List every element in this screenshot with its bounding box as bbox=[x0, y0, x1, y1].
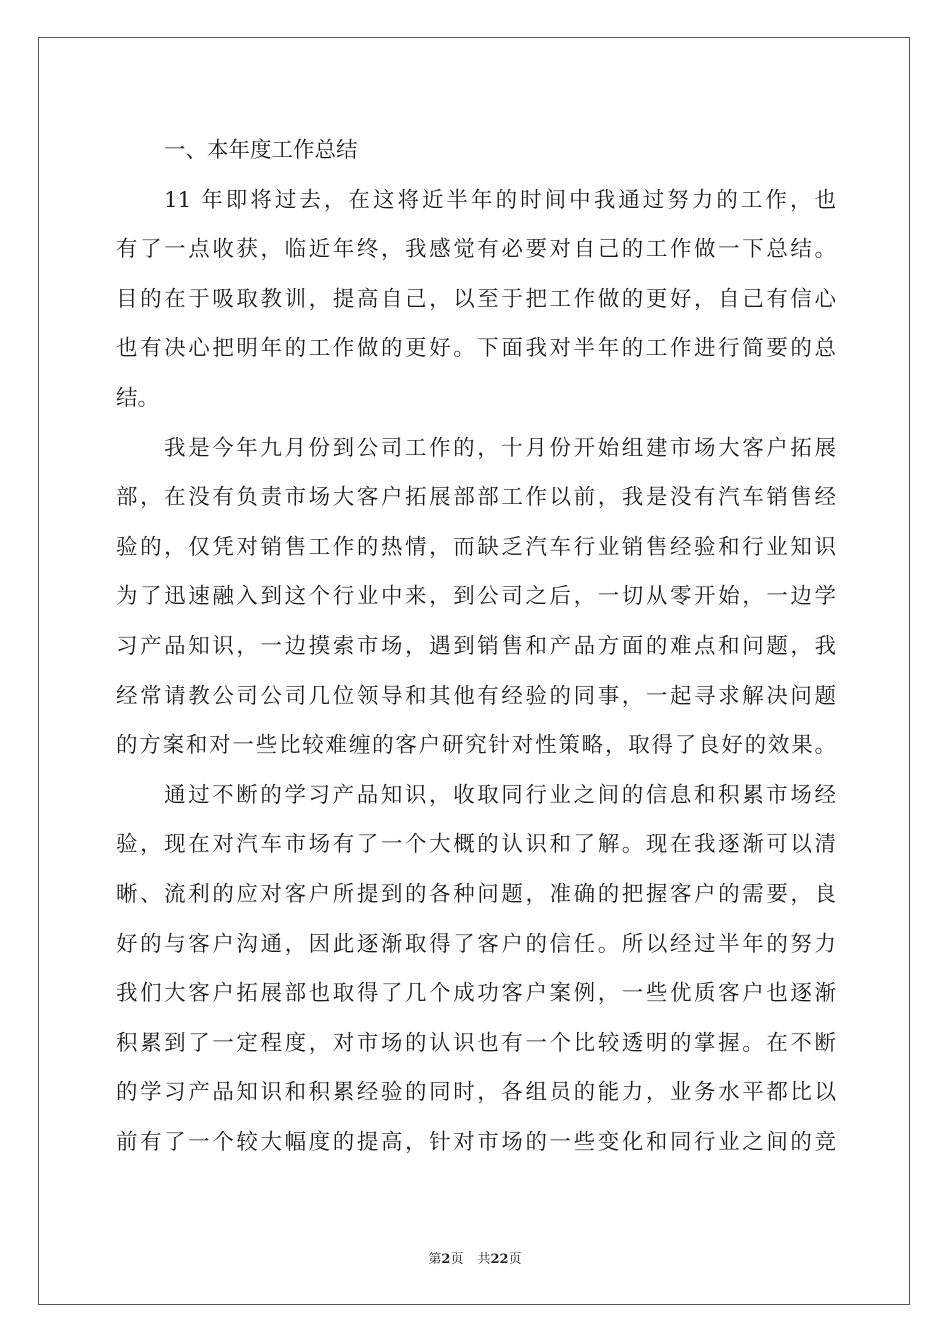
text-line: 前有了一个较大幅度的提高，针对市场的一些变化和同行业之间的竞 bbox=[116, 1129, 836, 1155]
footer-page-prefix: 第 bbox=[428, 1252, 442, 1267]
text-line: 晰、流利的应对客户所提到的各种问题，准确的把握客户的需要，良 bbox=[116, 881, 836, 907]
text-line: 为了迅速融入到这个行业中来，到公司之后，一切从零开始，一边学 bbox=[116, 584, 836, 610]
text-line: 习产品知识，一边摸索市场，遇到销售和产品方面的难点和问题，我 bbox=[116, 633, 836, 659]
text-line: 结。 bbox=[116, 385, 160, 411]
document-body bbox=[116, 126, 836, 1167]
text-line: 的方案和对一些比较难缠的客户研究针对性策略，取得了良好的效果。 bbox=[116, 733, 836, 759]
text-line: 经常请教公司公司几位领导和其他有经验的同事，一起寻求解决问题 bbox=[116, 683, 836, 709]
text-line: 验，现在对汽车市场有了一个大概的认识和了解。现在我逐渐可以清 bbox=[116, 832, 836, 858]
footer-total-pages: 22 bbox=[490, 1252, 509, 1267]
text-line: 目的在于吸取教训，提高自己，以至于把工作做的更好，自己有信心 bbox=[116, 286, 836, 312]
text-line: 好的与客户沟通，因此逐渐取得了客户的信任。所以经过半年的努力 bbox=[116, 931, 836, 957]
footer-page-number: 2 bbox=[441, 1252, 451, 1267]
text-line: 有了一点收获，临近年终，我感觉有必要对自己的工作做一下总结。 bbox=[116, 237, 836, 263]
footer-page-suffix: 页 bbox=[450, 1252, 464, 1267]
text-line: 一、本年度工作总结 bbox=[164, 138, 358, 163]
text-line: 通过不断的学习产品知识，收取同行业之间的信息和积累市场经 bbox=[164, 782, 836, 808]
text-line: 积累到了一定程度，对市场的认识也有一个比较透明的掌握。在不断 bbox=[116, 1030, 836, 1056]
text-line: 我是今年九月份到公司工作的，十月份开始组建市场大客户拓展 bbox=[164, 435, 836, 461]
text-line: 也有决心把明年的工作做的更好。下面我对半年的工作进行简要的总 bbox=[116, 336, 836, 362]
text-line: 验的，仅凭对销售工作的热情，而缺乏汽车行业销售经验和行业知识 bbox=[116, 534, 836, 560]
text-line: 部，在没有负责市场大客户拓展部部工作以前，我是没有汽车销售经 bbox=[116, 485, 836, 511]
text-line: 的学习产品知识和积累经验的同时，各组员的能力，业务水平都比以 bbox=[116, 1080, 836, 1106]
text-line: 11 年即将过去，在这将近半年的时间中我通过努力的工作，也 bbox=[164, 187, 836, 213]
text-line: 我们大客户拓展部也取得了几个成功客户案例，一些优质客户也逐渐 bbox=[116, 981, 836, 1007]
page-footer bbox=[0, 1248, 950, 1267]
footer-total-suffix: 页 bbox=[508, 1252, 522, 1267]
footer-total-prefix: 共 bbox=[477, 1252, 491, 1267]
